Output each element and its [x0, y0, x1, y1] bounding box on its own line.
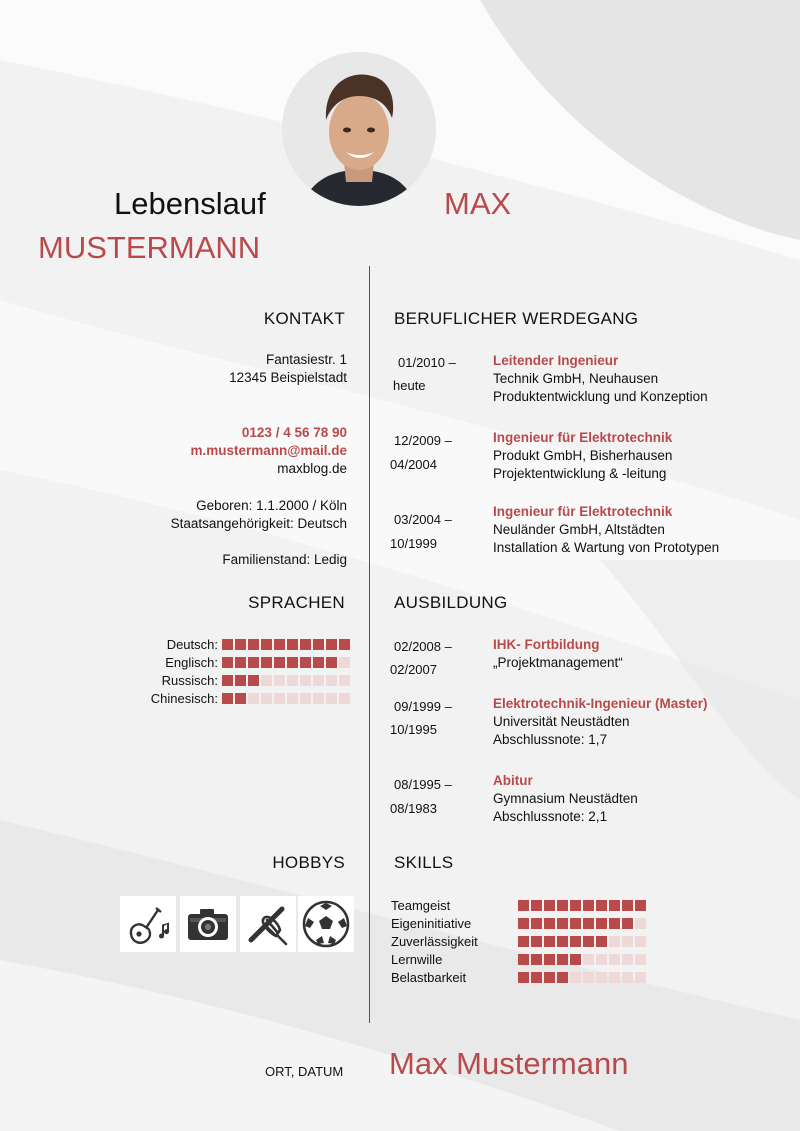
- level-segment: [313, 657, 324, 668]
- level-segment: [583, 900, 594, 911]
- level-segment: [544, 900, 555, 911]
- level-segment: [326, 693, 337, 704]
- level-segment: [622, 954, 633, 965]
- guitar-icon: [120, 896, 176, 952]
- level-segment: [531, 954, 542, 965]
- skill-row: [391, 896, 646, 914]
- career-line: Neuländer GmbH, Altstädten: [493, 522, 665, 537]
- level-segment: [544, 972, 555, 983]
- level-segment: [635, 972, 646, 983]
- hobbies-heading: HOBBYS: [272, 853, 345, 872]
- level-segment: [531, 918, 542, 929]
- education-date-from: 09/1999 –: [394, 699, 452, 714]
- education-line: Gymnasium Neustädten: [493, 791, 638, 806]
- level-segment: [339, 675, 350, 686]
- level-segment: [300, 657, 311, 668]
- contact-blog[interactable]: maxblog.de: [277, 461, 347, 476]
- language-label: Deutsch:: [166, 637, 218, 652]
- level-segment: [248, 639, 259, 650]
- level-segment: [609, 954, 620, 965]
- level-segment: [339, 657, 350, 668]
- level-segment: [596, 900, 607, 911]
- level-segment: [622, 900, 633, 911]
- education-date-to: 10/1995: [390, 722, 437, 737]
- career-date-to: heute: [393, 378, 426, 393]
- skill-label: Belastbarkeit: [391, 969, 467, 985]
- level-segment: [261, 693, 272, 704]
- level-segment: [222, 675, 233, 686]
- education-date-from: 02/2008 –: [394, 639, 452, 654]
- languages-heading: SPRACHEN: [248, 593, 345, 612]
- level-segment: [313, 639, 324, 650]
- language-level-bar: [222, 657, 350, 668]
- football-icon: [298, 896, 354, 952]
- skill-label: Eigeninitiative: [391, 915, 472, 931]
- skill-label: Zuverlässigkeit: [391, 933, 478, 949]
- education-date-to: 02/2007: [390, 662, 437, 677]
- level-segment: [261, 657, 272, 668]
- profile-photo: [282, 52, 436, 206]
- language-row: [100, 672, 350, 689]
- level-segment: [274, 639, 285, 650]
- language-label: Englisch:: [165, 655, 218, 670]
- level-segment: [583, 936, 594, 947]
- level-segment: [222, 657, 233, 668]
- career-date-from: 03/2004 –: [394, 512, 452, 527]
- level-segment: [300, 675, 311, 686]
- level-segment: [326, 657, 337, 668]
- level-segment: [274, 693, 285, 704]
- level-segment: [557, 918, 568, 929]
- level-segment: [531, 900, 542, 911]
- contact-heading: KONTAKT: [263, 309, 345, 328]
- camera-icon: [180, 896, 236, 952]
- level-segment: [518, 936, 529, 947]
- education-heading: AUSBILDUNG: [394, 593, 508, 612]
- level-segment: [222, 639, 233, 650]
- education-line: „Projektmanagement“: [493, 655, 623, 670]
- level-segment: [300, 639, 311, 650]
- contact-email[interactable]: m.mustermann@mail.de: [190, 443, 347, 458]
- career-line: Produktentwicklung und Konzeption: [493, 389, 708, 404]
- level-segment: [248, 657, 259, 668]
- level-segment: [635, 900, 646, 911]
- first-name: MAX: [444, 186, 512, 221]
- level-segment: [544, 954, 555, 965]
- skill-label: Teamgeist: [391, 897, 451, 913]
- level-segment: [570, 936, 581, 947]
- level-segment: [248, 693, 259, 704]
- skill-level-bar: [518, 936, 646, 947]
- level-segment: [544, 918, 555, 929]
- career-date-from: 12/2009 –: [394, 433, 452, 448]
- level-segment: [235, 675, 246, 686]
- career-title: Ingenieur für Elektrotechnik: [493, 504, 673, 519]
- career-line: Installation & Wartung von Prototypen: [493, 540, 720, 555]
- baking-icon: [240, 896, 296, 952]
- education-title: Abitur: [493, 773, 533, 788]
- column-divider: [369, 266, 370, 1023]
- contact-phone[interactable]: 0123 / 4 56 78 90: [241, 425, 347, 440]
- level-segment: [261, 639, 272, 650]
- level-segment: [222, 693, 233, 704]
- level-segment: [583, 972, 594, 983]
- level-segment: [518, 972, 529, 983]
- education-title: IHK- Fortbildung: [493, 637, 600, 652]
- career-line: Produkt GmbH, Bisherhausen: [493, 448, 673, 463]
- level-segment: [287, 639, 298, 650]
- skills-heading: SKILLS: [394, 853, 454, 872]
- level-segment: [635, 918, 646, 929]
- language-row: [100, 636, 350, 653]
- level-segment: [583, 918, 594, 929]
- education-line: Abschlussnote: 1,7: [493, 732, 608, 747]
- level-segment: [635, 954, 646, 965]
- level-segment: [596, 918, 607, 929]
- level-segment: [609, 900, 620, 911]
- level-segment: [570, 918, 581, 929]
- level-segment: [235, 639, 246, 650]
- place-date-label: ORT, DATUM: [265, 1064, 344, 1079]
- language-label: Russisch:: [161, 673, 218, 688]
- level-segment: [570, 972, 581, 983]
- level-segment: [596, 972, 607, 983]
- skill-row: [391, 950, 646, 968]
- career-line: Technik GmbH, Neuhausen: [493, 371, 659, 386]
- signature: Max Mustermann: [389, 1046, 629, 1081]
- level-segment: [609, 918, 620, 929]
- level-segment: [287, 657, 298, 668]
- level-segment: [313, 675, 324, 686]
- level-segment: [557, 936, 568, 947]
- language-label: Chinesisch:: [150, 691, 218, 706]
- language-level-bar: [222, 639, 350, 650]
- level-segment: [531, 936, 542, 947]
- career-title: Leitender Ingenieur: [493, 353, 619, 368]
- level-segment: [274, 675, 285, 686]
- skill-level-bar: [518, 954, 646, 965]
- contact-street: Fantasiestr. 1: [265, 352, 347, 367]
- level-segment: [235, 693, 246, 704]
- title-word: Lebenslauf: [114, 186, 266, 221]
- education-line: Abschlussnote: 2,1: [493, 809, 608, 824]
- career-title: Ingenieur für Elektrotechnik: [493, 430, 673, 445]
- level-segment: [557, 972, 568, 983]
- skill-level-bar: [518, 918, 646, 929]
- language-level-bar: [222, 693, 350, 704]
- level-segment: [570, 900, 581, 911]
- level-segment: [557, 900, 568, 911]
- level-segment: [339, 693, 350, 704]
- career-line: Projektentwicklung & -leitung: [493, 466, 667, 481]
- language-level-bar: [222, 675, 350, 686]
- level-segment: [622, 936, 633, 947]
- career-date-to: 10/1999: [390, 536, 437, 551]
- level-segment: [287, 693, 298, 704]
- skill-row: [391, 932, 646, 950]
- contact-born: Geboren: 1.1.2000 / Köln: [196, 498, 347, 513]
- level-segment: [596, 936, 607, 947]
- skill-row: [391, 914, 646, 932]
- level-segment: [531, 972, 542, 983]
- level-segment: [300, 693, 311, 704]
- career-date-to: 04/2004: [390, 457, 437, 472]
- skill-label: Lernwille: [391, 951, 443, 967]
- education-date-from: 08/1995 –: [394, 777, 452, 792]
- level-segment: [287, 675, 298, 686]
- level-segment: [313, 693, 324, 704]
- level-segment: [235, 657, 246, 668]
- contact-family: Familienstand: Ledig: [222, 552, 347, 567]
- level-segment: [596, 954, 607, 965]
- education-line: Universität Neustädten: [493, 714, 630, 729]
- language-row: [100, 654, 350, 671]
- level-segment: [622, 918, 633, 929]
- level-segment: [557, 954, 568, 965]
- level-segment: [544, 936, 555, 947]
- skill-row: [391, 968, 646, 986]
- education-title: Elektrotechnik-Ingenieur (Master): [493, 696, 708, 711]
- career-heading: BERUFLICHER WERDEGANG: [394, 309, 639, 328]
- level-segment: [326, 639, 337, 650]
- language-row: [100, 690, 350, 707]
- level-segment: [518, 918, 529, 929]
- level-segment: [518, 900, 529, 911]
- level-segment: [635, 936, 646, 947]
- level-segment: [583, 954, 594, 965]
- level-segment: [274, 657, 285, 668]
- level-segment: [339, 639, 350, 650]
- level-segment: [261, 675, 272, 686]
- career-date-from: 01/2010 –: [398, 355, 456, 370]
- level-segment: [570, 954, 581, 965]
- level-segment: [622, 972, 633, 983]
- level-segment: [609, 972, 620, 983]
- contact-city: 12345 Beispielstadt: [229, 370, 347, 385]
- level-segment: [609, 936, 620, 947]
- level-segment: [248, 675, 259, 686]
- last-name: MUSTERMANN: [38, 230, 261, 265]
- contact-nationality: Staatsangehörigkeit: Deutsch: [170, 516, 347, 531]
- level-segment: [326, 675, 337, 686]
- education-date-to: 08/1983: [390, 801, 437, 816]
- level-segment: [518, 954, 529, 965]
- skill-level-bar: [518, 900, 646, 911]
- skill-level-bar: [518, 972, 646, 983]
